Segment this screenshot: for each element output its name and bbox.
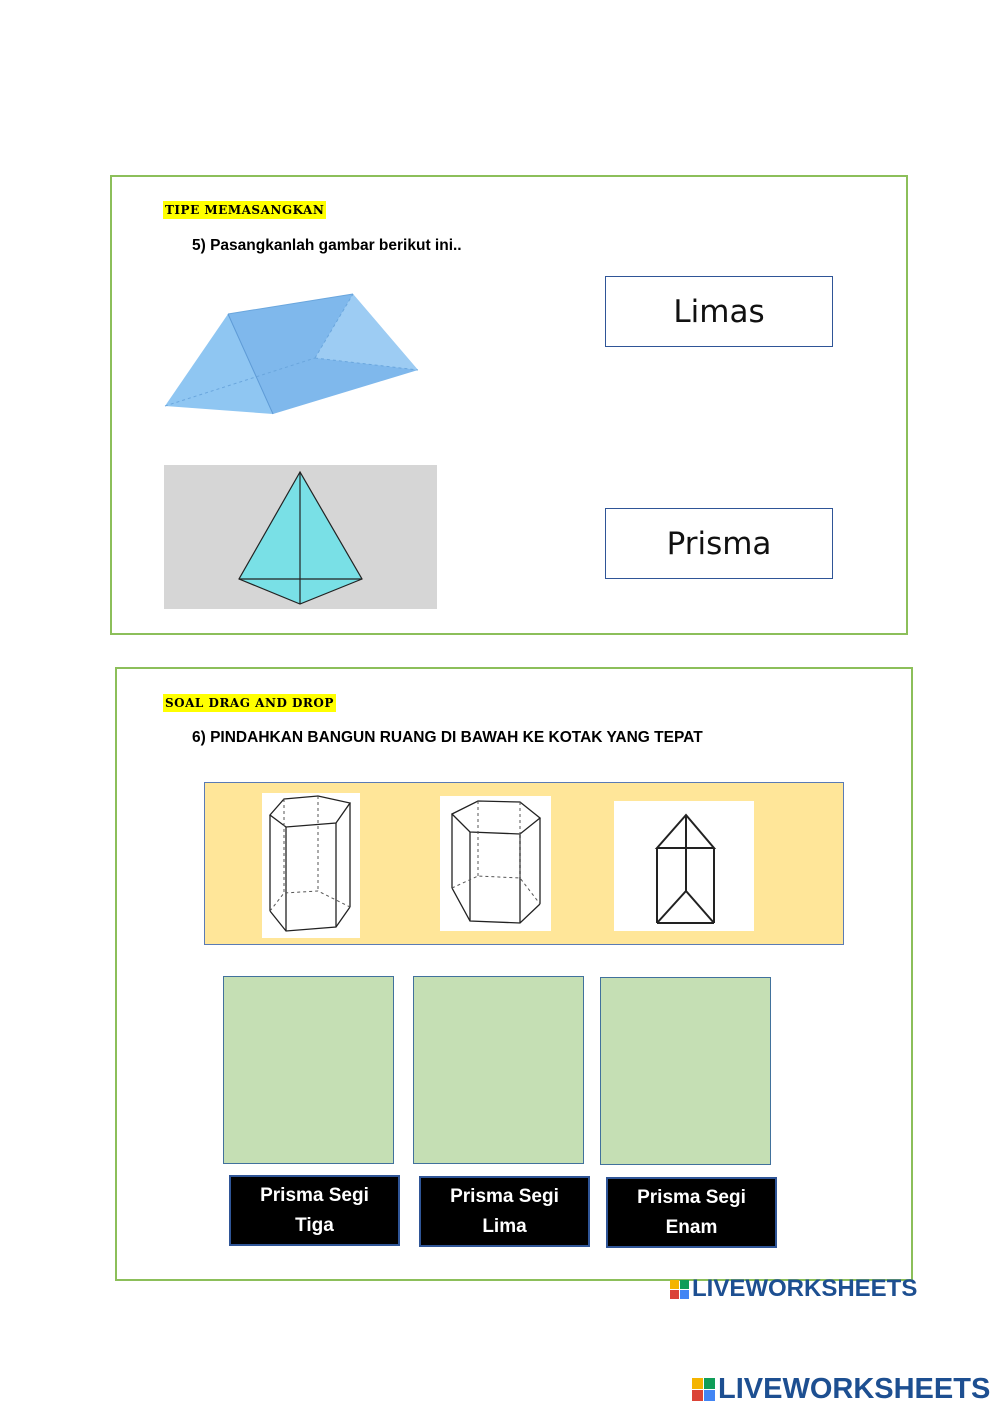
label-prisma-segi-enam	[606, 1177, 777, 1248]
label-text-segi-tiga: Prisma Segi Tiga	[260, 1184, 369, 1236]
drop-zone-segi-tiga[interactable]	[223, 976, 394, 1164]
answer-label-prisma: Prisma	[666, 525, 772, 562]
drop-zone-segi-lima[interactable]	[413, 976, 584, 1164]
pyramid-image[interactable]	[164, 465, 437, 609]
answer-box-prisma[interactable]	[605, 508, 833, 579]
answer-box-limas[interactable]	[605, 276, 833, 347]
liveworksheets-logo-footer	[692, 1373, 990, 1406]
answer-label-limas: Limas	[673, 293, 765, 330]
triangular-prism-image[interactable]	[160, 292, 425, 417]
label-text-segi-enam: Prisma Segi Enam	[637, 1186, 746, 1238]
label-prisma-segi-lima	[419, 1176, 590, 1247]
hexagonal-prism-item[interactable]	[440, 796, 551, 931]
label-prisma-segi-tiga	[229, 1175, 400, 1246]
drop-zone-segi-enam[interactable]	[600, 977, 771, 1165]
question-6: 6) PINDAHKAN BANGUN RUANG DI BAWAH KE KOTAK YANG TEPAT	[192, 729, 703, 746]
liveworksheets-icon	[692, 1378, 715, 1401]
section-tag-drag-drop: SOAL DRAG AND DROP	[165, 696, 334, 710]
question-5: 5) Pasangkanlah gambar berikut ini..	[192, 237, 462, 254]
pentagonal-prism-item[interactable]	[262, 793, 360, 938]
liveworksheets-text-footer: LIVEWORKSHEETS	[718, 1373, 991, 1405]
section-tag-matching: TIPE MEMASANGKAN	[165, 203, 325, 217]
label-text-segi-lima: Prisma Segi Lima	[450, 1185, 559, 1237]
triangular-prism-item[interactable]	[614, 801, 754, 931]
liveworksheets-icon	[670, 1280, 689, 1299]
liveworksheets-text-inner: LIVEWORKSHEETS	[692, 1275, 918, 1302]
liveworksheets-logo-inner	[670, 1275, 917, 1303]
